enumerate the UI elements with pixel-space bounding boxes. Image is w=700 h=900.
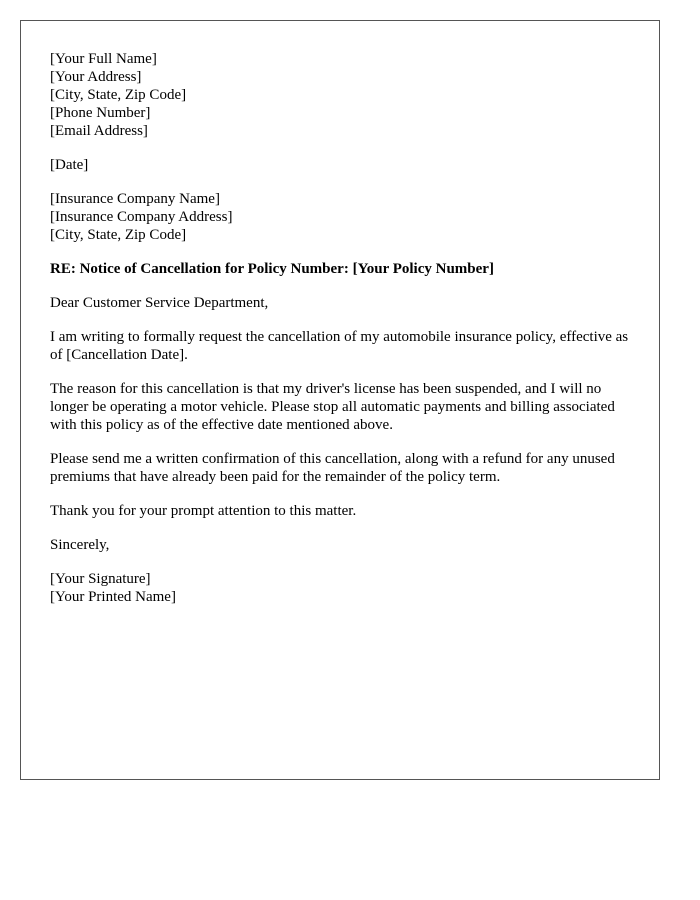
letter-date: [Date]	[50, 157, 89, 173]
recipient-company-name: [Insurance Company Name]	[50, 191, 220, 207]
sender-address: [Your Address]	[50, 69, 142, 85]
recipient-city-state-zip: [City, State, Zip Code]	[50, 227, 187, 243]
sender-block	[50, 50, 635, 140]
sender-phone: [Phone Number]	[50, 105, 151, 121]
sender-city-state-zip: [City, State, Zip Code]	[50, 87, 187, 103]
signature-block	[50, 570, 635, 606]
salutation: Dear Customer Service Department,	[50, 295, 269, 311]
sender-name: [Your Full Name]	[50, 51, 157, 67]
date-block	[50, 156, 635, 174]
subject-line: RE: Notice of Cancellation for Policy Number: [Your Policy Number]	[50, 261, 494, 277]
letter-page	[20, 20, 660, 780]
paragraph-thanks: Thank you for your prompt attention to this matter.	[50, 503, 357, 519]
recipient-block	[50, 190, 635, 244]
paragraph-reason: The reason for this cancellation is that my driver's license has been suspended, and I will no longer be operating a motor vehicle. Please stop all automatic payments and billing associated with this policy as of the effective date mentioned above.	[50, 381, 615, 433]
recipient-company-address: [Insurance Company Address]	[50, 209, 233, 225]
printed-name: [Your Printed Name]	[50, 589, 176, 605]
signature-line: [Your Signature]	[50, 571, 151, 587]
paragraph-confirmation: Please send me a written confirmation of this cancellation, along with a refund for any unused premiums that have already been paid for the remainder of the policy term.	[50, 451, 615, 485]
closing: Sincerely,	[50, 537, 110, 553]
paragraph-request: I am writing to formally request the cancellation of my automobile insurance policy, effective as of [Cancellation Date].	[50, 329, 629, 363]
sender-email: [Email Address]	[50, 123, 148, 139]
letter-body	[50, 50, 635, 622]
